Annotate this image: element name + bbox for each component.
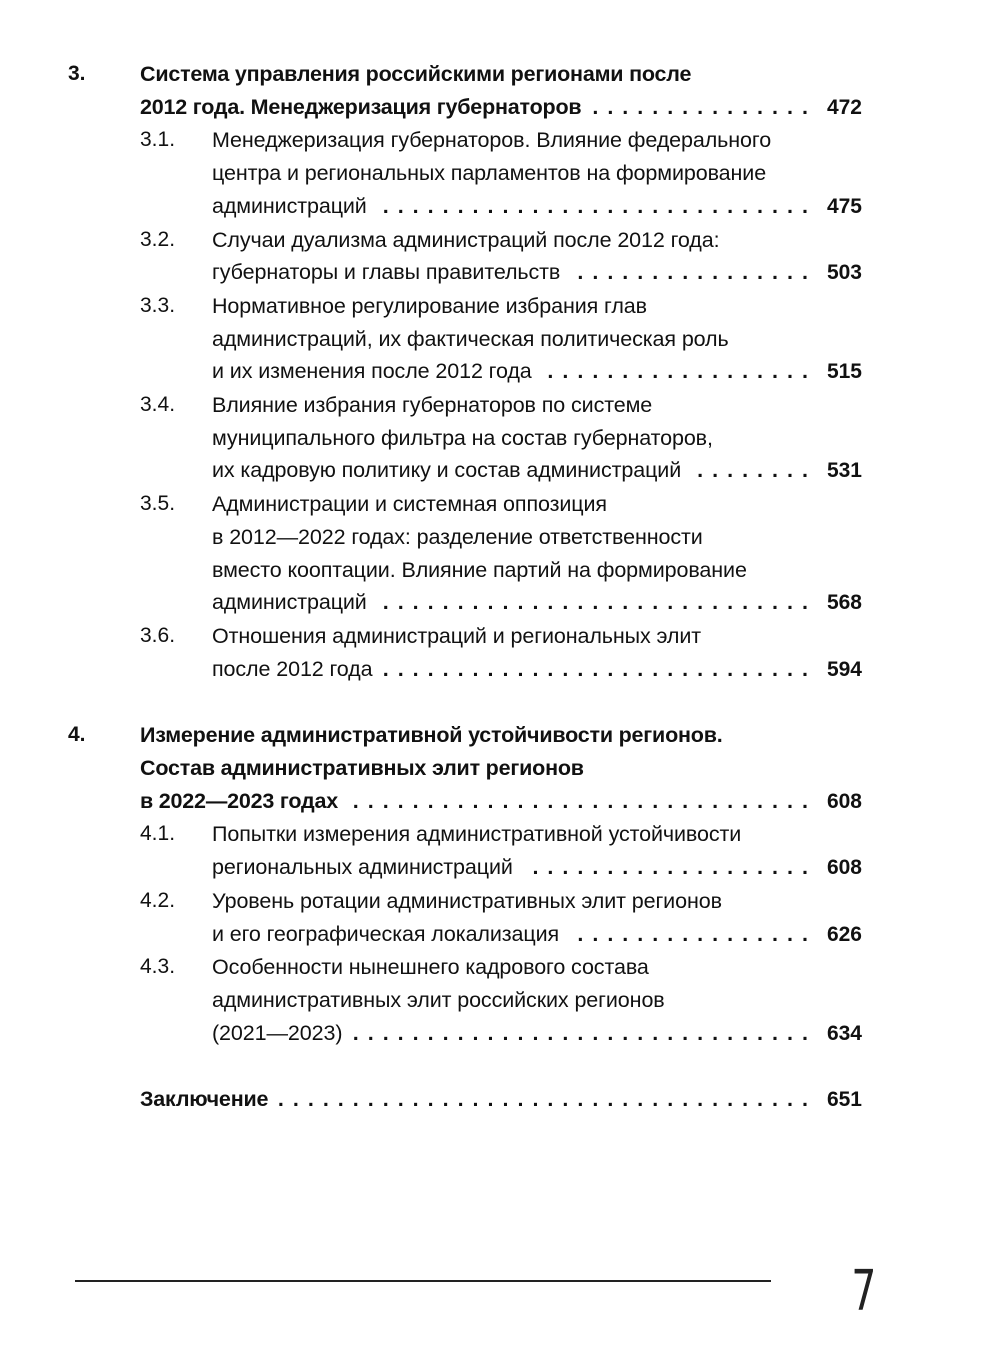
entry-title-text: Особенности нынешнего кадрового состава xyxy=(212,955,649,980)
entry-page-number: 503 xyxy=(826,261,862,285)
entry-title-text: Отношения администраций и региональных элит xyxy=(212,623,702,648)
page-number: 7 xyxy=(851,1259,877,1324)
entry-number: 4.1. xyxy=(140,822,176,846)
toc-chapter-entry xyxy=(0,58,1000,124)
entry-title-text: Менеджеризация губернаторов. Влияние федерального xyxy=(212,128,772,153)
entry-number: 3.3. xyxy=(140,293,176,317)
dot-leader: .................. xyxy=(547,359,817,384)
entry-title-line xyxy=(212,124,1000,157)
table-of-contents xyxy=(0,58,1000,1117)
entry-title-line xyxy=(140,58,1000,91)
entry-title-text: Измерение административной устойчивости регионов. xyxy=(140,723,723,748)
dot-leader: ............................... xyxy=(352,788,817,813)
dot-leader: ................ xyxy=(577,260,817,285)
toc-chapter-entry xyxy=(0,719,1000,818)
dot-leader: ........ xyxy=(697,458,817,483)
toc-section-entry xyxy=(0,488,1000,620)
entry-title-text: Влияние избрания губернаторов по системе xyxy=(212,393,653,418)
entry-number: 4. xyxy=(68,723,86,747)
entry-page-number: 608 xyxy=(826,789,862,813)
toc-section-entry xyxy=(0,389,1000,488)
entry-title-line xyxy=(140,91,862,125)
dot-leader: ............................. xyxy=(382,656,817,681)
toc-section-entry xyxy=(0,124,1000,223)
entry-title-text: 2012 года. Менеджеризация губернаторов xyxy=(140,94,582,119)
entry-page-number: 472 xyxy=(826,95,862,119)
entry-title-line xyxy=(212,818,1000,851)
entry-title-line xyxy=(140,785,862,819)
entry-title-line xyxy=(212,256,862,290)
toc-section-entry xyxy=(0,224,1000,290)
entry-page-number: 594 xyxy=(826,657,862,681)
entry-title-text: центра и региональных парламентов на формирование xyxy=(212,161,767,186)
entry-page-number: 651 xyxy=(826,1088,862,1112)
entry-title-line xyxy=(212,422,1000,455)
entry-page-number: 608 xyxy=(826,856,862,880)
toc-section-entry xyxy=(0,885,1000,951)
entry-title-line xyxy=(212,951,1000,984)
dot-leader: ............................. xyxy=(382,193,817,218)
entry-title-line xyxy=(212,323,1000,356)
entry-number: 3.1. xyxy=(140,128,176,152)
entry-title-line xyxy=(212,454,862,488)
entry-title-text: административных элит российских регионов xyxy=(212,987,665,1012)
entry-title-line xyxy=(140,1083,862,1117)
toc-section-entry xyxy=(0,620,1000,686)
entry-title-line xyxy=(212,885,1000,918)
entry-page-number: 634 xyxy=(826,1021,862,1045)
entry-title-text: Администрации и системная оппозиция xyxy=(212,492,607,517)
entry-title-text: Состав административных элит регионов xyxy=(140,756,584,781)
dot-leader: ............... xyxy=(592,94,817,119)
entry-title-text: их кадровую политику и состав администраций xyxy=(212,458,682,483)
entry-title-text: администраций, их фактическая политическая роль xyxy=(212,326,729,351)
entry-page-number: 515 xyxy=(826,360,862,384)
entry-page-number: 568 xyxy=(826,591,862,615)
dot-leader: ............................... xyxy=(352,1020,817,1045)
entry-title-line xyxy=(212,355,862,389)
entry-title-text: Попытки измерения административной устойчивости xyxy=(212,822,742,847)
entry-title-text: администраций xyxy=(212,590,367,615)
entry-title-line xyxy=(212,224,1000,257)
entry-title-text: в 2012—2022 годах: разделение ответственности xyxy=(212,524,703,549)
entry-title-text: региональных администраций xyxy=(212,855,513,880)
entry-title-text: Заключение xyxy=(140,1087,269,1112)
entry-title-line xyxy=(140,752,1000,785)
entry-title-text: муниципального фильтра на состав губернаторов, xyxy=(212,425,713,450)
entry-title-text: Уровень ротации административных элит регионов xyxy=(212,888,722,913)
entry-number: 3.5. xyxy=(140,492,176,516)
entry-title-line xyxy=(212,290,1000,323)
entry-title-line xyxy=(212,984,1000,1017)
entry-title-text: (2021—2023) xyxy=(212,1020,343,1045)
entry-number: 4.2. xyxy=(140,888,176,912)
entry-title-text: Система управления российскими регионами после xyxy=(140,62,692,86)
entry-title-text: и его географическая локализация xyxy=(212,921,560,946)
entry-title-text: Нормативное регулирование избрания глав xyxy=(212,293,647,318)
entry-page-number: 475 xyxy=(826,194,862,218)
entry-number: 3.2. xyxy=(140,227,176,251)
entry-title-line xyxy=(212,389,1000,422)
entry-title-line xyxy=(212,190,862,224)
entry-number: 3.4. xyxy=(140,393,176,417)
entry-title-line xyxy=(212,586,862,620)
footer-rule xyxy=(75,1280,771,1282)
entry-title-line xyxy=(212,1017,862,1051)
entry-title-text: в 2022—2023 годах xyxy=(140,788,339,813)
dot-leader: ................... xyxy=(532,855,817,880)
entry-number: 3. xyxy=(68,62,86,85)
entry-title-line xyxy=(212,918,862,952)
entry-title-text: администраций xyxy=(212,193,367,218)
dot-leader: ................ xyxy=(577,921,817,946)
toc-section-entry xyxy=(0,818,1000,884)
entry-number: 3.6. xyxy=(140,623,176,647)
dot-leader: ............................. xyxy=(382,590,817,615)
entry-title-line xyxy=(212,488,1000,521)
entry-title-line xyxy=(212,620,1000,653)
entry-title-line xyxy=(212,851,862,885)
dot-leader: .................................... xyxy=(277,1087,817,1112)
entry-page-number: 626 xyxy=(826,922,862,946)
entry-title-text: после 2012 года xyxy=(212,656,373,681)
entry-title-line xyxy=(212,554,1000,587)
entry-title-text: и их изменения после 2012 года xyxy=(212,359,532,384)
entry-number: 4.3. xyxy=(140,955,176,979)
toc-chapter-entry xyxy=(0,1083,1000,1117)
entry-title-line xyxy=(140,719,1000,752)
toc-section-entry xyxy=(0,290,1000,389)
toc-section-entry xyxy=(0,951,1000,1050)
entry-title-text: вместо кооптации. Влияние партий на формирование xyxy=(212,557,747,582)
entry-title-text: губернаторы и главы правительств xyxy=(212,260,561,285)
entry-title-line xyxy=(212,521,1000,554)
entry-page-number: 531 xyxy=(826,459,862,483)
entry-title-line xyxy=(212,157,1000,190)
entry-title-text: Случаи дуализма администраций после 2012 года: xyxy=(212,227,720,252)
entry-title-line xyxy=(212,653,862,687)
